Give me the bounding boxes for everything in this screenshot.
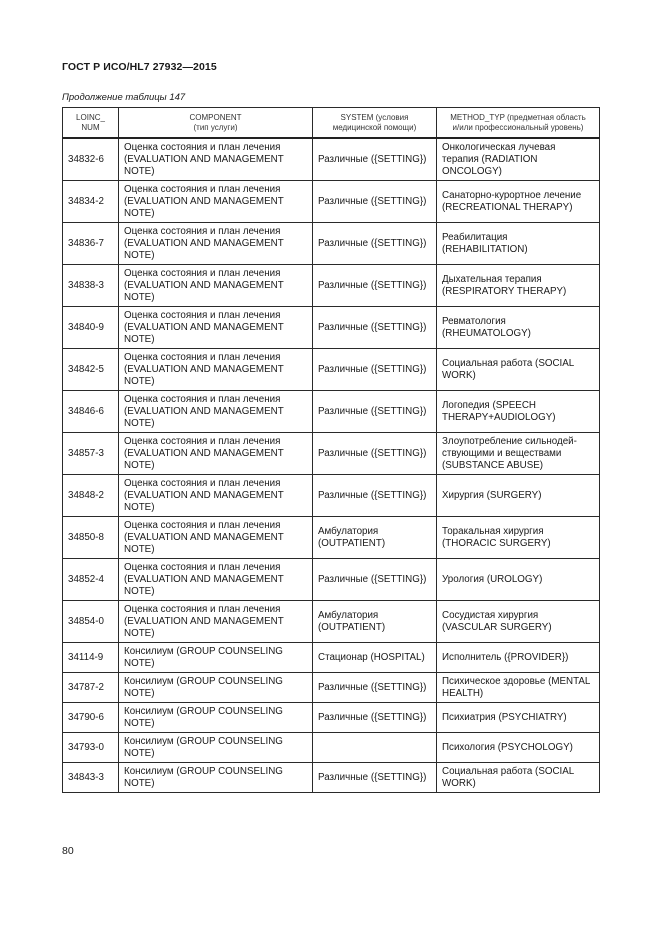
- table-row: [63, 559, 600, 601]
- cell-system: Различные ({SETTING}): [313, 138, 437, 181]
- cell-method-typ: Социальная работа (SOCIAL WORK): [437, 763, 600, 793]
- cell-loinc-num: 34843-3: [63, 763, 119, 793]
- cell-system: Амбулатория (OUTPATIENT): [313, 517, 437, 559]
- cell-method-typ: Злоупотребление сильнодей-ствующими и веществами (SUBSTANCE ABUSE): [437, 433, 600, 475]
- cell-loinc-num: 34846-6: [63, 391, 119, 433]
- cell-component: Консилиум (GROUP COUNSELING NOTE): [119, 673, 313, 703]
- loinc-table: [62, 107, 600, 793]
- cell-loinc-num: 34850-8: [63, 517, 119, 559]
- cell-system: Различные ({SETTING}): [313, 475, 437, 517]
- cell-system: Различные ({SETTING}): [313, 307, 437, 349]
- table-row: [63, 517, 600, 559]
- cell-method-typ: Логопедия (SPEECH THERAPY+AUDIOLOGY): [437, 391, 600, 433]
- table-row: [63, 307, 600, 349]
- cell-loinc-num: 34790-6: [63, 703, 119, 733]
- cell-loinc-num: 34836-7: [63, 223, 119, 265]
- table-row: [63, 138, 600, 181]
- cell-component: Консилиум (GROUP COUNSELING NOTE): [119, 643, 313, 673]
- cell-loinc-num: 34787-2: [63, 673, 119, 703]
- cell-component: Оценка состояния и план лечения (EVALUATION AND MANAGEMENT NOTE): [119, 391, 313, 433]
- cell-system: Различные ({SETTING}): [313, 433, 437, 475]
- cell-component: Консилиум (GROUP COUNSELING NOTE): [119, 763, 313, 793]
- cell-method-typ: Онкологическая лучевая терапия (RADIATION ONCOLOGY): [437, 138, 600, 181]
- cell-component: Оценка состояния и план лечения (EVALUATION AND MANAGEMENT NOTE): [119, 349, 313, 391]
- cell-method-typ: Торакальная хирургия (THORACIC SURGERY): [437, 517, 600, 559]
- cell-method-typ: Дыхательная терапия (RESPIRATORY THERAPY): [437, 265, 600, 307]
- cell-system: Различные ({SETTING}): [313, 391, 437, 433]
- cell-loinc-num: 34857-3: [63, 433, 119, 475]
- cell-component: Оценка состояния и план лечения (EVALUATION AND MANAGEMENT NOTE): [119, 475, 313, 517]
- cell-system: Различные ({SETTING}): [313, 673, 437, 703]
- table-row: [63, 601, 600, 643]
- cell-component: Оценка состояния и план лечения (EVALUATION AND MANAGEMENT NOTE): [119, 433, 313, 475]
- table-row: [63, 475, 600, 517]
- document-standard-title: ГОСТ Р ИСО/HL7 27932—2015: [62, 61, 217, 73]
- page-number: 80: [62, 845, 74, 857]
- cell-method-typ: Реабилитация (REHABILITATION): [437, 223, 600, 265]
- cell-loinc-num: 34838-3: [63, 265, 119, 307]
- cell-loinc-num: 34832-6: [63, 138, 119, 181]
- column-header-method-typ: METHOD_TYP (предметная область и/или профессиональный уровень): [437, 108, 600, 139]
- table-row: [63, 673, 600, 703]
- table-row: [63, 643, 600, 673]
- cell-loinc-num: 34834-2: [63, 181, 119, 223]
- cell-method-typ: Ревматология (RHEUMATOLOGY): [437, 307, 600, 349]
- cell-component: Оценка состояния и план лечения (EVALUATION AND MANAGEMENT NOTE): [119, 307, 313, 349]
- table-row: [63, 763, 600, 793]
- cell-method-typ: Хирургия (SURGERY): [437, 475, 600, 517]
- table-row: [63, 433, 600, 475]
- cell-loinc-num: 34848-2: [63, 475, 119, 517]
- cell-loinc-num: 34842-5: [63, 349, 119, 391]
- table-header-row: [63, 108, 600, 139]
- table-continuation-caption: Продолжение таблицы 147: [62, 92, 186, 103]
- cell-method-typ: Социальная работа (SOCIAL WORK): [437, 349, 600, 391]
- cell-system: Стационар (HOSPITAL): [313, 643, 437, 673]
- cell-system: Различные ({SETTING}): [313, 223, 437, 265]
- cell-component: Оценка состояния и план лечения (EVALUATION AND MANAGEMENT NOTE): [119, 265, 313, 307]
- cell-method-typ: Санаторно-курортное лечение (RECREATIONAL THERAPY): [437, 181, 600, 223]
- cell-component: Консилиум (GROUP COUNSELING NOTE): [119, 733, 313, 763]
- cell-method-typ: Сосудистая хирургия (VASCULAR SURGERY): [437, 601, 600, 643]
- cell-method-typ: Урология (UROLOGY): [437, 559, 600, 601]
- cell-component: Оценка состояния и план лечения (EVALUATION AND MANAGEMENT NOTE): [119, 223, 313, 265]
- table-body: [63, 138, 600, 793]
- cell-system: Различные ({SETTING}): [313, 181, 437, 223]
- column-header-component: COMPONENT (тип услуги): [119, 108, 313, 139]
- cell-method-typ: Психиатрия (PSYCHIATRY): [437, 703, 600, 733]
- cell-component: Оценка состояния и план лечения (EVALUATION AND MANAGEMENT NOTE): [119, 559, 313, 601]
- table-row: [63, 733, 600, 763]
- table-row: [63, 265, 600, 307]
- cell-loinc-num: 34840-9: [63, 307, 119, 349]
- cell-component: Оценка состояния и план лечения (EVALUATION AND MANAGEMENT NOTE): [119, 601, 313, 643]
- cell-loinc-num: 34793-0: [63, 733, 119, 763]
- cell-system: Амбулатория (OUTPATIENT): [313, 601, 437, 643]
- column-header-loinc-num: LOINC_ NUM: [63, 108, 119, 139]
- column-header-system: SYSTEM (условия медицинской помощи): [313, 108, 437, 139]
- cell-component: Оценка состояния и план лечения (EVALUATION AND MANAGEMENT NOTE): [119, 138, 313, 181]
- cell-method-typ: Психология (PSYCHOLOGY): [437, 733, 600, 763]
- cell-system: Различные ({SETTING}): [313, 763, 437, 793]
- table-row: [63, 703, 600, 733]
- table-row: [63, 349, 600, 391]
- cell-system: Различные ({SETTING}): [313, 265, 437, 307]
- table-row: [63, 181, 600, 223]
- cell-loinc-num: 34852-4: [63, 559, 119, 601]
- table-row: [63, 223, 600, 265]
- cell-loinc-num: 34854-0: [63, 601, 119, 643]
- cell-method-typ: Психическое здоровье (MENTAL HEALTH): [437, 673, 600, 703]
- cell-component: Оценка состояния и план лечения (EVALUATION AND MANAGEMENT NOTE): [119, 517, 313, 559]
- cell-loinc-num: 34114-9: [63, 643, 119, 673]
- cell-system: Различные ({SETTING}): [313, 349, 437, 391]
- cell-component: Консилиум (GROUP COUNSELING NOTE): [119, 703, 313, 733]
- cell-system: [313, 733, 437, 763]
- cell-method-typ: Исполнитель ({PROVIDER}): [437, 643, 600, 673]
- cell-system: Различные ({SETTING}): [313, 559, 437, 601]
- cell-component: Оценка состояния и план лечения (EVALUATION AND MANAGEMENT NOTE): [119, 181, 313, 223]
- cell-system: Различные ({SETTING}): [313, 703, 437, 733]
- table-row: [63, 391, 600, 433]
